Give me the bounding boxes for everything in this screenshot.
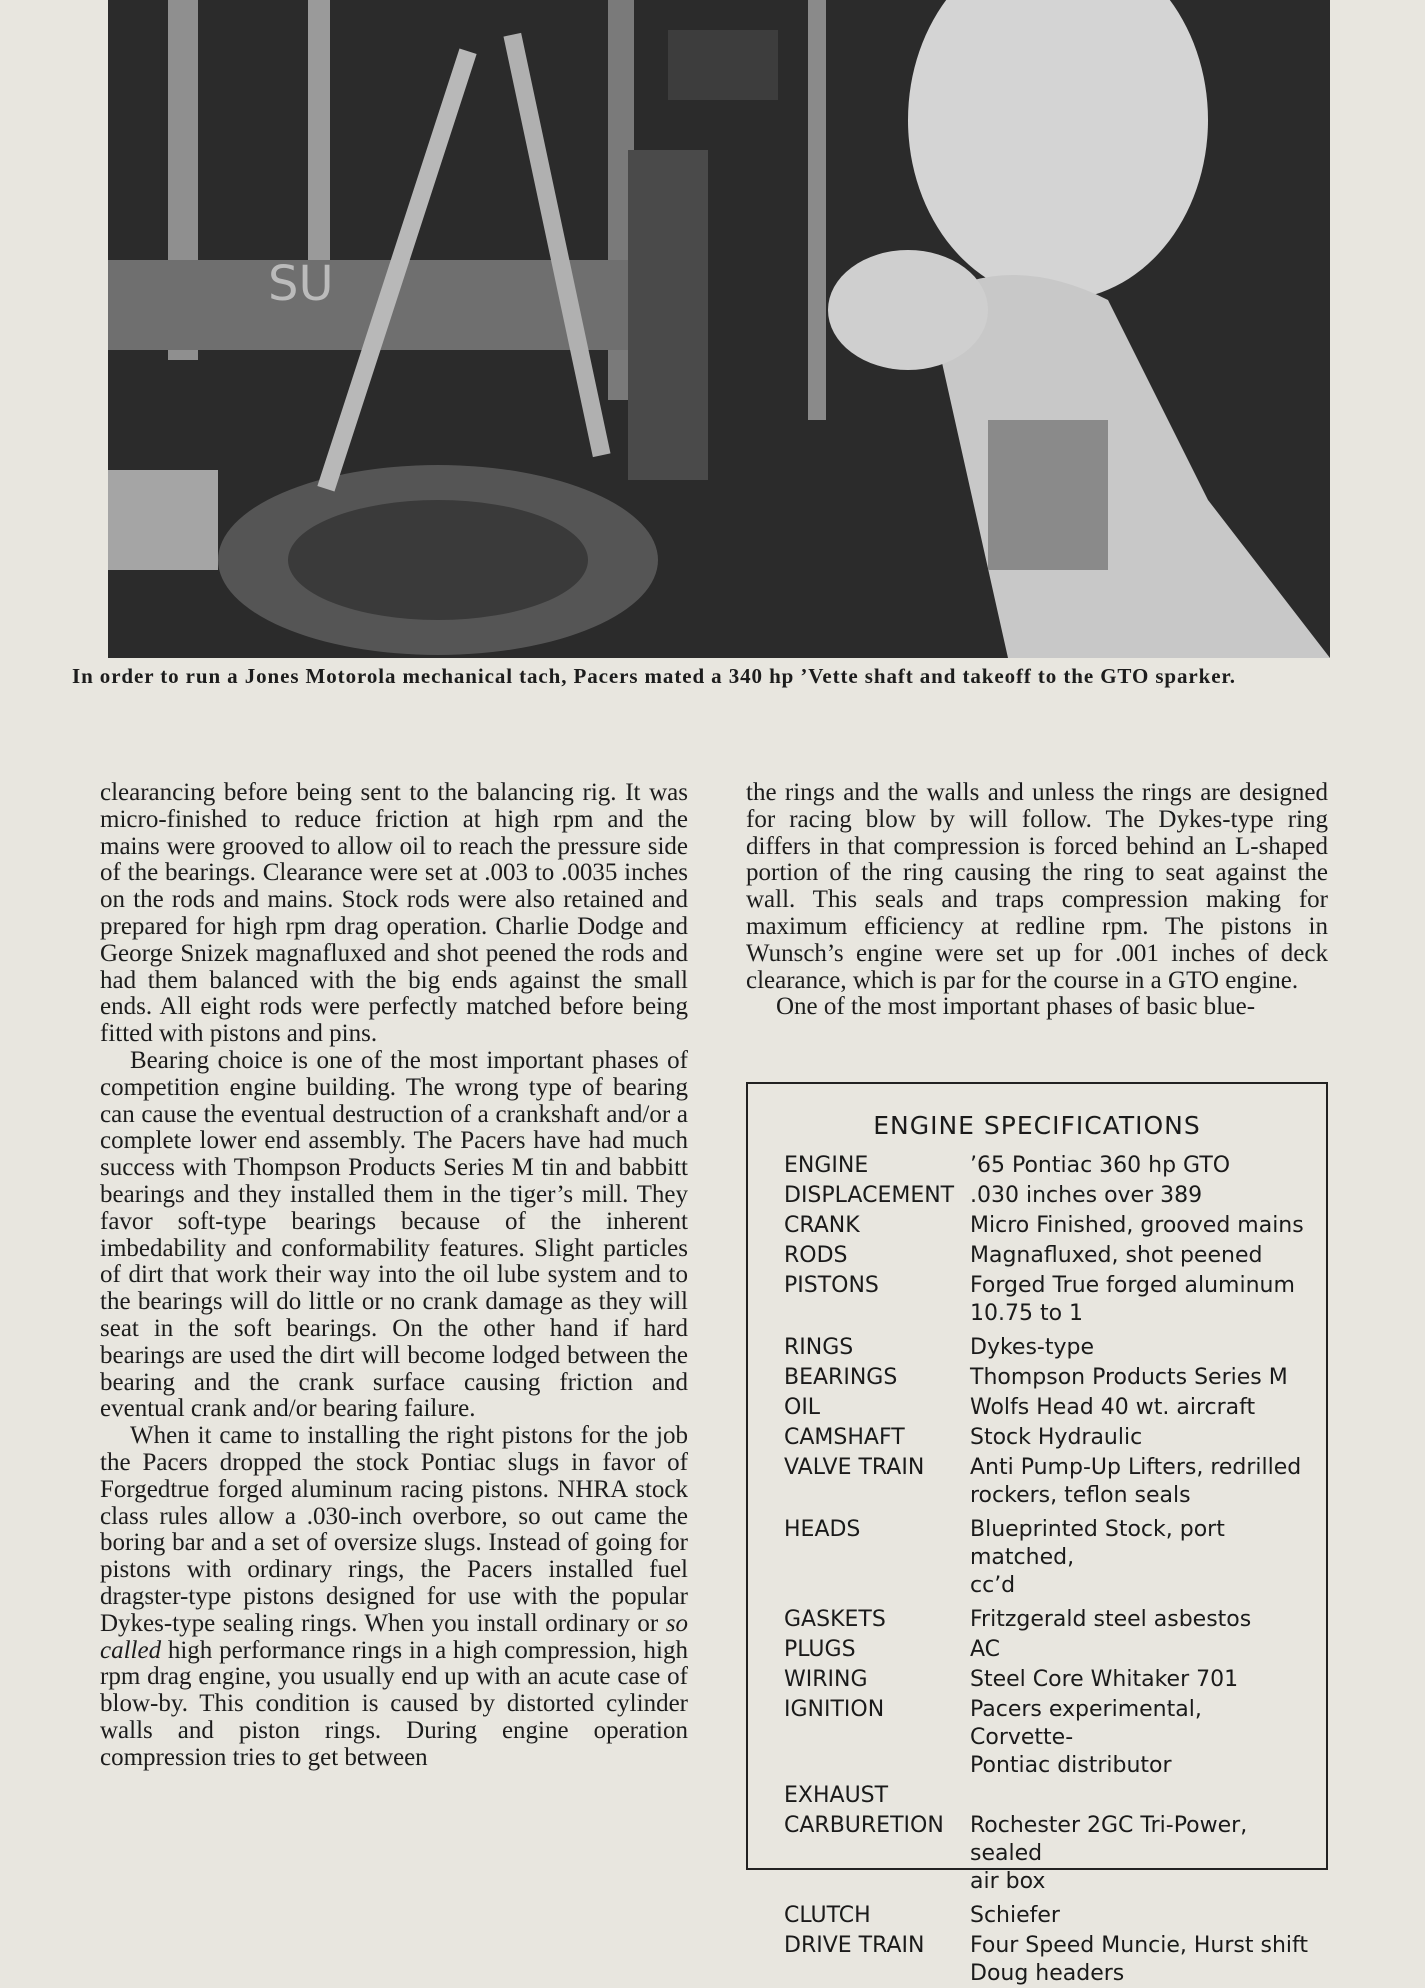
spec-row	[748, 1364, 1326, 1392]
spec-row	[748, 1182, 1326, 1210]
spec-value: Schiefer	[970, 1903, 1060, 1928]
spec-row	[748, 1516, 1326, 1600]
spec-label: PLUGS	[784, 1637, 856, 1662]
paragraph-text: high performance rings in a high compression, high rpm drag engine, you usually end up with an acute case of blow-by. This condition is caused by distorted cylinder walls and piston rings. During engine operation compression tries to get between	[100, 1636, 688, 1771]
spec-row	[748, 1636, 1326, 1664]
paragraph-text: When it came to installing the right pistons for the job the Pacers dropped the stock Pontiac slugs in favor of Forgedtrue forged aluminum racing pistons. NHRA stock class rules allow a .030-inch overbore, so out came the boring bar and a set of oversize slugs. Instead of going for pistons with ordinary rings, the Pacers installed fuel dragster-type pistons designed for use with the popular Dykes-type sealing rings. When you install ordinary or	[100, 1422, 688, 1637]
specs-table	[748, 1152, 1326, 1988]
spec-value: Magnafluxed, shot peened	[970, 1243, 1263, 1268]
spec-value: Anti Pump-Up Lifters, redrilled rockers, teflon seals	[970, 1455, 1302, 1508]
spec-label: PISTONS	[784, 1273, 879, 1298]
spec-value: ’65 Pontiac 360 hp GTO	[970, 1153, 1231, 1178]
spec-value: Pacers experimental, Corvette- Pontiac distributor	[970, 1697, 1202, 1778]
spec-label: DISPLACEMENT	[784, 1183, 955, 1208]
spec-label: DRIVE TRAIN	[784, 1933, 925, 1958]
spec-label: BEARINGS	[784, 1365, 898, 1390]
paragraph: Bearing choice is one of the most important phases of competition engine building. The wrong type of bearing can cause the eventual destruction of a crankshaft and/or a complete lower end assembly. The Pacers have had much success with Thompson Products Series M tin and babbitt bearings and they installed them in the tiger’s mill. They favor soft-type bearings because of the inherent imbedability and conformability features. Slight particles of dirt that work their way into the oil lube system and to the bearings will do little or no crank damage as they will seat in the soft bearings. On the other hand if hard bearings are used the dirt will become lodged between the bearing and the crank surface causing friction and eventual crank and/or bearing failure.	[100, 1046, 688, 1423]
spec-row	[748, 1394, 1326, 1422]
spec-value	[970, 1782, 1310, 1810]
spec-label: CAMSHAFT	[784, 1425, 905, 1450]
spec-row	[748, 1902, 1326, 1930]
paragraph	[100, 1423, 688, 1771]
spec-label: CLUTCH	[784, 1903, 871, 1928]
spec-row	[748, 1454, 1326, 1510]
spec-value: AC	[970, 1637, 1001, 1662]
spec-value: Dykes-type	[970, 1335, 1094, 1360]
spec-value: Four Speed Muncie, Hurst shift Doug headers	[970, 1933, 1308, 1986]
spec-row	[748, 1606, 1326, 1634]
engine-photo-illustration	[108, 0, 1330, 658]
spec-value: .030 inches over 389	[970, 1183, 1203, 1208]
article-left-column	[100, 780, 688, 1771]
spec-row	[748, 1212, 1326, 1240]
photo-caption: In order to run a Jones Motorola mechanical tach, Pacers mated a 340 hp ’Vette shaft and takeoff to the GTO sparker.	[72, 664, 1236, 688]
article-right-column	[746, 780, 1328, 1021]
spec-row	[748, 1424, 1326, 1452]
spec-label: GASKETS	[784, 1607, 886, 1632]
spec-row	[748, 1812, 1326, 1896]
spec-label: HEADS	[784, 1517, 861, 1542]
spec-label: EXHAUST	[784, 1783, 889, 1808]
spec-row	[748, 1272, 1326, 1328]
spec-label: ENGINE	[784, 1153, 869, 1178]
spec-value: Forged True forged aluminum 10.75 to 1	[970, 1273, 1295, 1326]
spec-label: IGNITION	[784, 1697, 885, 1722]
spec-value: Thompson Products Series M	[970, 1365, 1288, 1390]
paragraph: One of the most important phases of basic blue-	[776, 993, 1256, 1021]
spec-label: OIL	[784, 1395, 821, 1420]
spec-value: Wolfs Head 40 wt. aircraft	[970, 1395, 1256, 1420]
engine-specifications-box	[746, 1082, 1328, 1986]
italic-phrase: so called	[100, 1609, 688, 1664]
spec-value: Rochester 2GC Tri-Power, sealed air box	[970, 1813, 1248, 1894]
paragraph: the rings and the walls and unless the rings are designed for racing blow by will follow. The Dykes-type ring differs in that compression is forced behind an L-shaped portion of the ring causing the ring to seat against the wall. This seals and traps compression making for maximum efficiency at redline rpm. The pistons in Wunsch’s engine were set up for .001 inches of deck clearance, which is par for the course in a GTO engine.	[746, 779, 1328, 994]
spec-label: RINGS	[784, 1335, 854, 1360]
engine-photo	[108, 0, 1330, 658]
spec-row	[748, 1696, 1326, 1780]
spec-value: Stock Hydraulic	[970, 1425, 1143, 1450]
paragraph: clearancing before being sent to the balancing rig. It was micro-finished to reduce friction at high rpm and the mains were grooved to allow oil to reach the pressure side of the bearings. Clearance were set at .003 to .0035 inches on the rods and mains. Stock rods were also retained and prepared for high rpm drag operation. Charlie Dodge and George Snizek magnafluxed and shot peened the rods and had them balanced with the big ends against the small ends. All eight rods were perfectly matched before being fitted with pistons and pins.	[100, 779, 688, 1048]
spec-row	[748, 1152, 1326, 1180]
spec-label: RODS	[784, 1243, 848, 1268]
spec-label: CRANK	[784, 1213, 860, 1238]
spec-row	[748, 1334, 1326, 1362]
spec-row	[748, 1932, 1326, 1988]
sign-text: SU	[268, 256, 334, 312]
spec-row	[748, 1666, 1326, 1694]
spec-label: WIRING	[784, 1667, 868, 1692]
spec-label: VALVE TRAIN	[784, 1455, 925, 1480]
spec-value: Blueprinted Stock, port matched, cc’d	[970, 1517, 1225, 1598]
spec-label: CARBURETION	[784, 1813, 944, 1838]
spec-value: Steel Core Whitaker 701	[970, 1667, 1239, 1692]
spec-row	[748, 1242, 1326, 1270]
specs-title: ENGINE SPECIFICATIONS	[873, 1111, 1201, 1140]
spec-value: Micro Finished, grooved mains	[970, 1213, 1304, 1238]
spec-row	[748, 1782, 1326, 1810]
spec-value: Fritzgerald steel asbestos	[970, 1607, 1252, 1632]
